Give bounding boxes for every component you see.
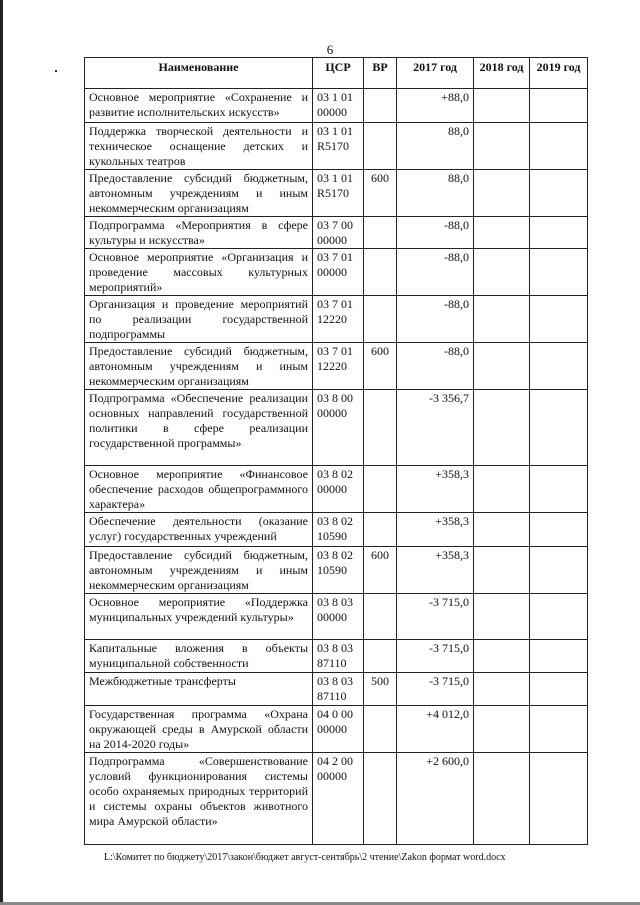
table-row xyxy=(85,217,588,249)
table-header-row xyxy=(85,58,588,89)
row-2018 xyxy=(474,513,530,547)
row-2018 xyxy=(474,673,530,706)
row-2019 xyxy=(530,640,588,673)
row-2017: -88,0 xyxy=(397,296,474,343)
row-vr xyxy=(364,217,397,249)
row-vr xyxy=(364,594,397,640)
row-2017: +88,0 xyxy=(397,89,474,123)
row-2019 xyxy=(530,89,588,123)
row-vr xyxy=(364,753,397,845)
row-vr xyxy=(364,296,397,343)
row-2018 xyxy=(474,466,530,513)
row-2017: +358,3 xyxy=(397,513,474,547)
row-vr xyxy=(364,640,397,673)
row-name: Подпрограмма «Совершенствование условий функционирования системы особо охраняемых природных территорий и системы охраны объектов животного мира Амурской области» xyxy=(85,753,313,845)
row-name: Основное мероприятие «Поддержка муниципальных учреждений культуры» xyxy=(85,594,313,640)
row-name: Подпрограмма «Мероприятия в сфере культуры и искусства» xyxy=(85,217,313,249)
row-2017: 88,0 xyxy=(397,123,474,170)
row-2018 xyxy=(474,89,530,123)
row-csr: 03 8 00 00000 xyxy=(313,390,364,466)
row-2018 xyxy=(474,640,530,673)
row-2019 xyxy=(530,673,588,706)
header-name: Наименование xyxy=(85,58,313,89)
row-2019 xyxy=(530,390,588,466)
row-2018 xyxy=(474,706,530,753)
row-2019 xyxy=(530,466,588,513)
row-2018 xyxy=(474,296,530,343)
row-2018 xyxy=(474,343,530,390)
row-2017: +4 012,0 xyxy=(397,706,474,753)
row-vr: 600 xyxy=(364,343,397,390)
row-2018 xyxy=(474,170,530,217)
row-csr: 03 8 03 87110 xyxy=(313,640,364,673)
row-vr xyxy=(364,123,397,170)
header-2019: 2019 год xyxy=(530,58,588,89)
scan-speck xyxy=(55,70,57,72)
row-2018 xyxy=(474,753,530,845)
scan-edge-left xyxy=(0,0,3,905)
table-row xyxy=(85,249,588,296)
row-name: Основное мероприятие «Сохранение и развитие исполнительских искусств» xyxy=(85,89,313,123)
row-csr: 04 0 00 00000 xyxy=(313,706,364,753)
row-2017: -3 715,0 xyxy=(397,640,474,673)
row-csr: 03 8 03 87110 xyxy=(313,673,364,706)
row-2018 xyxy=(474,249,530,296)
row-vr xyxy=(364,390,397,466)
row-vr xyxy=(364,466,397,513)
row-csr: 03 7 01 00000 xyxy=(313,249,364,296)
row-2017: +358,3 xyxy=(397,466,474,513)
row-name: Предоставление субсидий бюджетным, автономным учреждениям и иным некоммерческим организациям xyxy=(85,343,313,390)
header-csr: ЦСР xyxy=(313,58,364,89)
budget-table xyxy=(84,57,588,845)
row-2019 xyxy=(530,343,588,390)
table-row xyxy=(85,547,588,594)
row-2019 xyxy=(530,123,588,170)
row-name: Межбюджетные трансферты xyxy=(85,673,313,706)
row-name: Организация и проведение мероприятий по реализации государственной подпрограммы xyxy=(85,296,313,343)
table-row xyxy=(85,673,588,706)
row-name: Основное мероприятие «Организация и проведение массовых культурных мероприятий» xyxy=(85,249,313,296)
table-row xyxy=(85,594,588,640)
row-csr: 03 7 01 12220 xyxy=(313,296,364,343)
row-csr: 03 8 02 10590 xyxy=(313,513,364,547)
table-row xyxy=(85,390,588,466)
row-2018 xyxy=(474,547,530,594)
row-2017: -88,0 xyxy=(397,249,474,296)
row-2019 xyxy=(530,706,588,753)
row-vr: 600 xyxy=(364,547,397,594)
row-2019 xyxy=(530,547,588,594)
row-csr: 03 7 01 12220 xyxy=(313,343,364,390)
row-name: Капитальные вложения в объекты муниципальной собственности xyxy=(85,640,313,673)
row-2019 xyxy=(530,217,588,249)
row-vr xyxy=(364,249,397,296)
row-2019 xyxy=(530,296,588,343)
row-csr: 03 8 03 00000 xyxy=(313,594,364,640)
table-row xyxy=(85,89,588,123)
row-name: Подпрограмма «Обеспечение реализации основных направлений государственной политики в сфере реализации государственной программы» xyxy=(85,390,313,466)
header-vr: ВР xyxy=(364,58,397,89)
table-row xyxy=(85,123,588,170)
file-path-footer: L:\Комитет по бюджету\2017\закон\бюджет август-сентябрь\2 чтение\Zakon формат word.docx xyxy=(104,852,506,863)
row-csr: 03 1 01 00000 xyxy=(313,89,364,123)
table-row xyxy=(85,170,588,217)
row-2019 xyxy=(530,249,588,296)
row-name: Предоставление субсидий бюджетным, автономным учреждениям и иным некоммерческим организациям xyxy=(85,547,313,594)
row-2017: +358,3 xyxy=(397,547,474,594)
header-2018: 2018 год xyxy=(474,58,530,89)
row-2017: +2 600,0 xyxy=(397,753,474,845)
row-2018 xyxy=(474,390,530,466)
row-2019 xyxy=(530,170,588,217)
row-2019 xyxy=(530,594,588,640)
page-number: 6 xyxy=(326,42,334,57)
row-csr: 04 2 00 00000 xyxy=(313,753,364,845)
table-row xyxy=(85,296,588,343)
row-2018 xyxy=(474,123,530,170)
row-vr xyxy=(364,706,397,753)
row-name: Предоставление субсидий бюджетным, автономным учреждениям и иным некоммерческим организациям xyxy=(85,170,313,217)
row-2019 xyxy=(530,513,588,547)
row-2019 xyxy=(530,753,588,845)
row-name: Основное мероприятие «Финансовое обеспечение расходов общепрограммного характера» xyxy=(85,466,313,513)
table-row xyxy=(85,466,588,513)
row-csr: 03 8 02 10590 xyxy=(313,547,364,594)
table-row xyxy=(85,753,588,845)
row-2017: -3 356,7 xyxy=(397,390,474,466)
row-2017: 88,0 xyxy=(397,170,474,217)
table-row xyxy=(85,706,588,753)
row-vr xyxy=(364,89,397,123)
table-row xyxy=(85,343,588,390)
row-vr xyxy=(364,513,397,547)
row-csr: 03 1 01 R5170 xyxy=(313,170,364,217)
row-csr: 03 1 01 R5170 xyxy=(313,123,364,170)
row-csr: 03 7 00 00000 xyxy=(313,217,364,249)
table-row xyxy=(85,640,588,673)
row-2017: -88,0 xyxy=(397,217,474,249)
row-2018 xyxy=(474,217,530,249)
row-vr: 500 xyxy=(364,673,397,706)
table-row xyxy=(85,513,588,547)
row-csr: 03 8 02 00000 xyxy=(313,466,364,513)
header-2017: 2017 год xyxy=(397,58,474,89)
row-name: Поддержка творческой деятельности и техническое оснащение детских и кукольных театров xyxy=(85,123,313,170)
row-2017: -3 715,0 xyxy=(397,673,474,706)
row-name: Государственная программа «Охрана окружающей среды в Амурской области на 2014-2020 годы» xyxy=(85,706,313,753)
row-name: Обеспечение деятельности (оказание услуг) государственных учреждений xyxy=(85,513,313,547)
row-2017: -3 715,0 xyxy=(397,594,474,640)
row-2018 xyxy=(474,594,530,640)
row-vr: 600 xyxy=(364,170,397,217)
row-2017: -88,0 xyxy=(397,343,474,390)
